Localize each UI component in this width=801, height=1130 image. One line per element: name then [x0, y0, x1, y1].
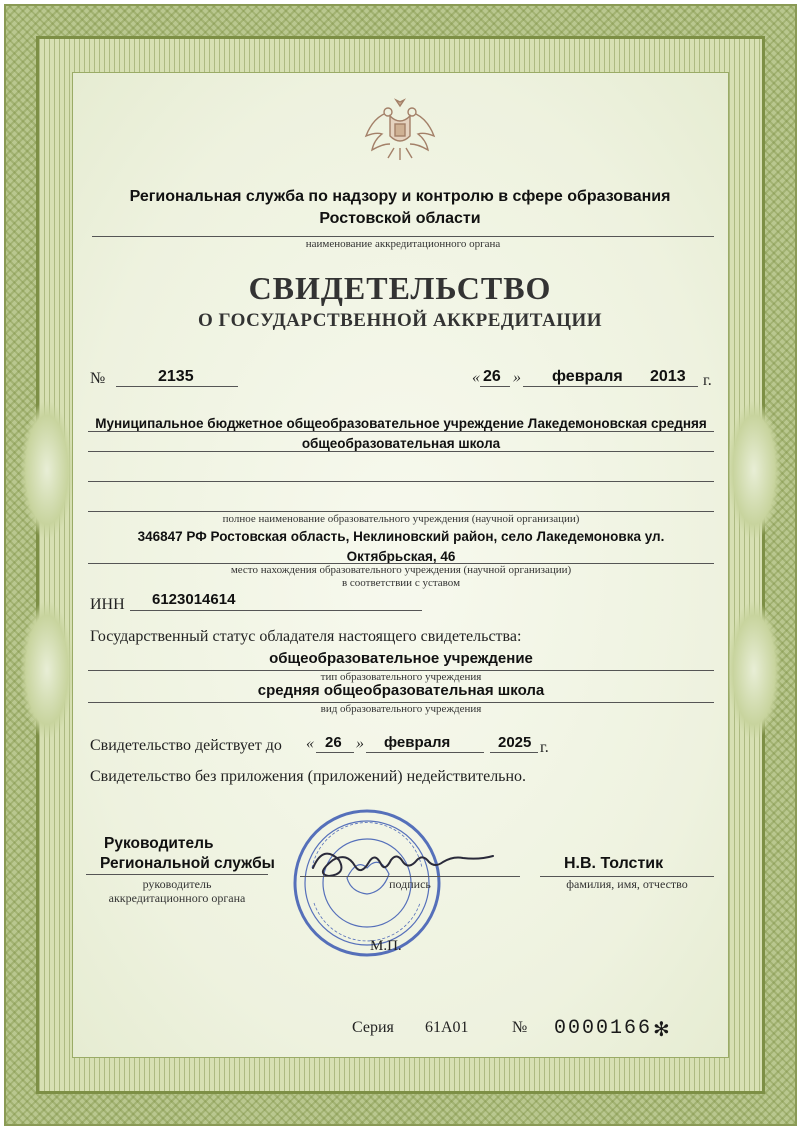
institution-address-line1: 346847 РФ Ростовская область, Неклиновский район, село Лакедемоновка ул. [137, 529, 665, 544]
stamp-mark: М.П. [370, 938, 402, 954]
right-ornament-bottom [727, 600, 781, 740]
validity-year: 2025 [498, 734, 532, 751]
series-value: 61А01 [425, 1019, 469, 1036]
institution-rule-1 [88, 431, 714, 432]
validity-year-rule [490, 752, 538, 753]
validity-month-rule [366, 752, 484, 753]
institution-rule-2 [88, 451, 714, 452]
validity-month: февраля [384, 734, 451, 751]
validity-day-rule [316, 752, 354, 753]
date-quote-close: » [513, 369, 521, 386]
inn-label: ИНН [90, 596, 125, 613]
accreditation-body-caption: наименование аккредитационного органа [305, 238, 501, 250]
date-quote-open: « [472, 369, 480, 386]
signatory-position-caption [86, 877, 268, 905]
issue-year-suffix: г. [703, 372, 712, 389]
certificate-subtitle: О ГОСУДАРСТВЕННОЙ АККРЕДИТАЦИИ [197, 310, 603, 331]
signatory-name-caption: фамилия, имя, отчество [566, 877, 688, 891]
inn-value: 6123014614 [152, 591, 236, 608]
inn-rule [130, 610, 422, 611]
right-ornament-top [727, 400, 781, 540]
institution-name [88, 414, 714, 454]
issue-day: 26 [483, 368, 501, 385]
institution-address-line2: Октябрьская, 46 [346, 549, 456, 564]
institution-name-caption: полное наименование образовательного учреждения (научной организации) [222, 513, 580, 525]
address-caption-line1: место нахождения образовательного учреждения (научной организации) [230, 564, 572, 576]
double-headed-eagle-emblem [360, 92, 440, 172]
blank-number-label: № [512, 1019, 528, 1036]
position-caption-line1: руководитель [142, 877, 212, 891]
institution-kind: средняя общеобразовательная школа [257, 682, 545, 699]
left-ornament-bottom [20, 600, 74, 740]
year-rule [648, 386, 698, 387]
signature-caption: подпись [389, 877, 431, 891]
institution-rule-4 [88, 511, 714, 512]
validity-year-suffix: г. [540, 739, 549, 756]
accreditation-body-name [100, 186, 700, 230]
accreditation-body-line2: Ростовской области [319, 210, 481, 227]
left-ornament-top [20, 400, 74, 540]
certificate-title: СВИДЕТЕЛЬСТВО [248, 270, 552, 306]
signatory-position-line1: Руководитель [104, 835, 214, 852]
institution-name-line2: общеобразовательная школа [301, 436, 501, 451]
position-caption-line2: аккредитационного органа [108, 891, 246, 905]
signatory-position [100, 834, 275, 874]
signatory-name: Н.В. Толстик [564, 855, 664, 872]
number-rule [116, 386, 238, 387]
month-rule [523, 386, 648, 387]
issue-month: февраля [552, 368, 623, 385]
validity-day: 26 [325, 734, 342, 751]
position-rule [86, 874, 268, 875]
signatory-position-line2: Региональной службы [100, 855, 275, 872]
day-rule [480, 386, 510, 387]
validity-quote-open: « [306, 735, 314, 752]
accreditation-body-line1: Региональная служба по надзору и контролю в сфере образования [129, 188, 671, 205]
institution-rule-3 [88, 481, 714, 482]
status-label: Государственный статус обладателя настоящего свидетельства: [90, 628, 522, 645]
institution-type-caption: тип образовательного учреждения [320, 671, 482, 683]
issue-year: 2013 [650, 368, 686, 385]
institution-type: общеобразовательное учреждение [269, 650, 533, 667]
institution-name-line1: Муниципальное бюджетное общеобразовательное учреждение Лакедемоновская средняя [95, 416, 707, 431]
asterisk-mark: ✻ [653, 1019, 670, 1041]
address-caption-line2: в соответствии с уставом [341, 577, 461, 589]
validity-note: Свидетельство без приложения (приложений) недействительно. [90, 768, 527, 785]
validity-label: Свидетельство действует до [90, 737, 282, 754]
certificate-number: 2135 [158, 368, 194, 385]
institution-address [88, 527, 714, 567]
number-label: № [90, 370, 106, 387]
institution-kind-caption: вид образовательного учреждения [320, 703, 482, 715]
header-rule [92, 236, 714, 237]
series-label: Серия [352, 1019, 394, 1036]
blank-number: 0000166 [554, 1017, 653, 1040]
validity-quote-close: » [356, 735, 364, 752]
institution-address-caption [88, 564, 714, 590]
